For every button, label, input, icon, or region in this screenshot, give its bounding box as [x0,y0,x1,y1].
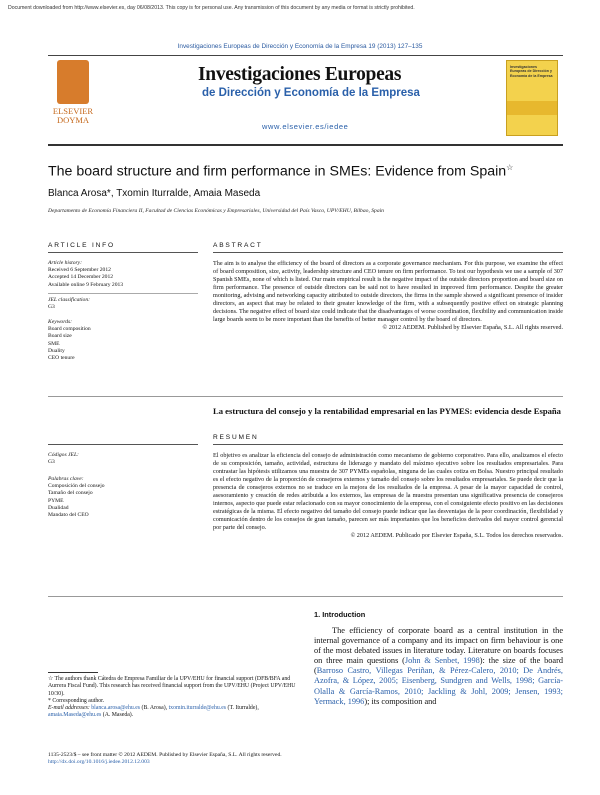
funding-footnote: ☆ The authors thank Cátedra de Empresa Familiar de la UPV/EHU for financial support (DFB/BFA and Aurrera Fiscal Fund). This research has received financial support from the UPV/EHU (Project UPV/EHU 10/30). [48,676,296,697]
footnote-rule [48,672,98,673]
resumen-text: El objetivo es analizar la eficiencia del consejo de administración como mecanismo de gobierno corporativo. Para ello, analizamos el efecto de su composición, tamaño, actividad, estructura de liderazgo y mandato del máximo ejecutivo sobre los resultados empresariales. Para contrastar las hipótesis utilizamos una muestra de 307 PYMEs españolas, ninguna de las cuales cotiza en Bolsa. Nuestro principal resultado es el efecto negativo de la proporción de consejeros externos y tamaño del consejo sobre los resultados empresariales. Se puede decir que la presencia de consejeros externos no se traduce en la mejora de los resultados de la empresa. A pesar de la mayor capacidad de control, asesoramiento y creación de redes atribuida a los externos, las empresas de la muestra presentan una significativa presencia de consejeros internos, aspecto que puede estar relacionado con su mayor conocimiento de la empresa, con el consiguiente efecto positivo en las decisiones estratégicas de la misma. El efecto negativo del tamaño del consejo puede indicar que las desventajas de la peor coordinación, flexibilidad y comunicación dentro de los consejos de gran tamaño, parecen ser más importantes que los beneficios derivados del mayor control gerencial por parte del consejo. [213,452,563,532]
keyword-item: CEO tenure [48,355,75,362]
article-info-heading: ARTICLE INFO [48,242,115,249]
abstract-text: The aim is to analyse the efficiency of the board of directors as a corporate governance mechanism. For this purpose, we examine the effect of board composition, size, activity, leadership structure and CEO tenure on firm performance. To test our hypothesis we use a sample of 307 Spanish SMEs, none of which is listed. Our main empirical result is the negative impact of the outside directors proportion and board size on firm performance. The presence of outside directors can be said not to have resulted in improved firm performance. Despite the greater monitoring, advising and networking capacity attributed to outside directors, the firms in the sample showed a significant presence of insider directors, an aspect that may be related to their greater knowledge of the firm, with a subsequently positive effect on strategic planning decisions. The negative effect of board size could indicate that the disadvantages of worse coordination, flexibility and communication inside large boards seem to be more important than the benefits of better manager control by the board of directors. [213,260,563,324]
journal-url[interactable]: www.elsevier.es/iedee [262,122,349,131]
palabras-clave [48,476,198,519]
spanish-title: La estructura del consejo y la rentabilidad empresarial en las PYMES: evidencia desde España [213,406,561,416]
info-divider [48,293,198,294]
doi-link[interactable]: http://dx.doi.org/10.1016/j.iedee.2012.12.003 [48,759,150,766]
running-head[interactable]: Investigaciones Europeas de Dirección y Economía de la Empresa 19 (2013) 127–135 [177,43,423,50]
email-owner: (T. Iturralde), [226,705,259,712]
article-history [48,260,198,289]
cover-title: Investigaciones Europeas de Dirección y Economía de la Empresa [510,65,553,78]
corresponding-author-note: * Corresponding author. [48,697,105,704]
email-link[interactable]: amaia.Maseda@ehu.es [48,712,102,719]
jel-code: G3 [48,304,55,311]
elsevier-logo [48,60,98,142]
email-link[interactable]: txomin.iturralde@ehu.es [168,705,227,712]
abstract-copyright: © 2012 AEDEM. Published by Elsevier España, S.L. All rights reserved. [382,324,563,332]
palabra-item: PYME [48,497,64,504]
author-list: Blanca Arosa*, Txomin Iturralde, Amaia Maseda [48,188,261,199]
publisher-imprint: DOYMA [56,115,90,125]
info-rule [48,252,198,253]
codigos-jel [48,452,198,466]
palabra-item: Mandato del CEO [48,512,89,519]
introduction-body [314,626,563,707]
keyword-item: Board composition [48,326,91,333]
intro-text-2: ): the size of the board ( [314,656,563,676]
resumen-heading: RESUMEN [213,434,259,441]
palabras-label: Palabras clave: [48,476,84,482]
abstract-heading: ABSTRACT [213,242,263,249]
keyword-item: Duality [48,347,65,354]
journal-subtitle: de Dirección y Economía de la Empresa [202,87,420,99]
jel-classification [48,297,198,311]
resumen-copyright: © 2012 AEDEM. Publicado por Elsevier España, S.L. Todos los derechos reservados. [350,532,563,540]
history-accepted: Accepted 14 December 2012 [48,274,114,281]
publisher-name: ELSEVIER [52,106,94,116]
email-label: E-mail addresses: [48,705,90,712]
footnotes [48,676,296,720]
resumen-body [213,452,563,541]
section-divider [48,396,563,397]
spanish-info-rule [48,444,198,445]
email-owner: (A. Maseda). [101,712,134,719]
elsevier-tree-icon [57,60,89,104]
codigos-value: G3 [48,459,55,466]
keyword-item: Board size [48,333,72,340]
keywords [48,319,198,362]
bottom-matter [48,752,282,767]
history-online: Available online 9 February 2013 [48,281,124,288]
history-received: Received 6 September 2012 [48,267,111,274]
cover-strip [507,101,557,115]
journal-cover-thumbnail [506,60,558,136]
header-bottom-rule [48,144,563,146]
palabra-item: Tamaño del consejo [48,490,93,497]
email-link[interactable]: blanca.arosa@ehu.es [91,705,141,712]
keywords-label: Keywords: [48,319,73,325]
introduction-heading: 1. Introduction [314,610,366,619]
issn-line: 1135-2523/$ – see front matter © 2012 AEDEM. Published by Elsevier España, S.L. All rights reserved. [48,752,282,758]
palabra-item: Dualidad [48,504,69,511]
resumen-rule [213,444,563,445]
article-title-text: The board structure and firm performance in SMEs: Evidence from Spain [48,163,507,180]
palabra-item: Composición del consejo [48,483,105,490]
citation-link[interactable]: John & Senbet, 1998 [404,656,480,666]
email-addresses [48,705,296,720]
intro-text-1: The efficiency of corporate board as a central institution in the internal governance of a company and its impact on firm behaviour is one of the most debated issues in literature today. Literature on boards focuses on three main questions ( [314,626,563,666]
email-owner: (B. Arosa), [140,705,169,712]
abstract-rule [213,252,563,253]
citation-link[interactable]: Barroso Castro, Villegas Periñan, & Pérez-Calero, 2010; De Andrés, Azofra, & López, 2005; Eisenberg, Sundgren and Wells, 1998; García-Olalla & García-Ramos, 2010; Jackling & Johl, 2009; Jensen, 1993; Yermack, 1996 [314,666,563,706]
download-notice: Document downloaded from http://www.elsevier.es, day 06/08/2013. This copy is for personal use. Any transmission of this document by any media or format is strictly prohibited. [8,5,415,11]
jel-label: JEL classification: [48,297,91,303]
codigos-label: Códigos JEL: [48,452,79,458]
keyword-item: SME [48,340,60,347]
intro-text-3: ); its composition and [364,696,437,706]
affiliation: Departamento de Economía Financiera II, Facultad de Ciencias Económicas y Empresariales, Universidad del País Vasco, UPV/EHU, Bilbao, Spain [48,208,384,214]
article-title [48,163,513,180]
intro-divider [48,596,563,597]
history-label: Article history: [48,260,83,266]
header-top-rule [48,55,563,56]
abstract-body [213,260,563,332]
journal-title: Investigaciones Europeas [198,64,402,85]
title-footnote-mark[interactable]: ☆ [506,163,514,172]
